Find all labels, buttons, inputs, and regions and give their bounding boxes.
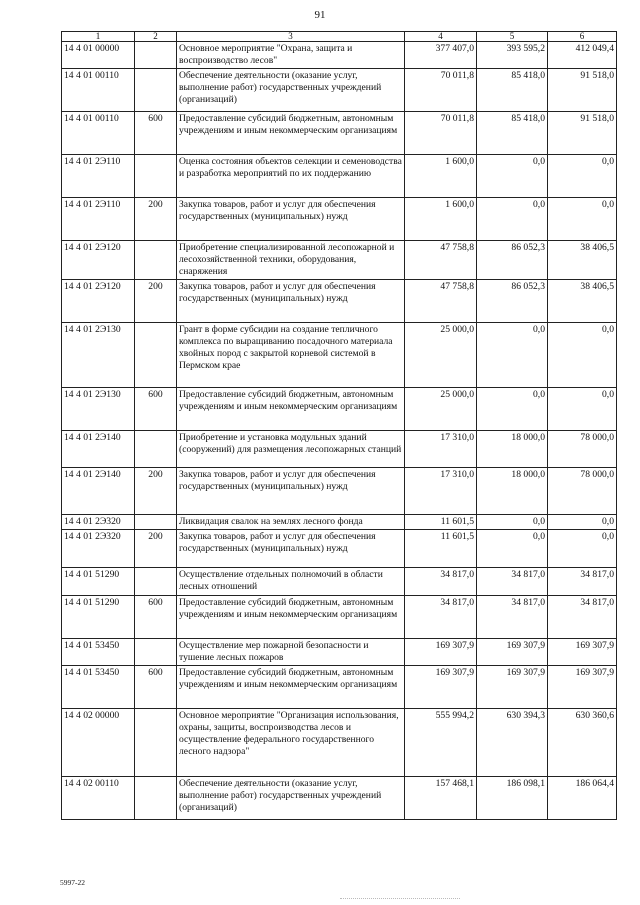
row-value-2022-cell: 25 000,0 — [405, 388, 477, 431]
row-name-cell: Основное мероприятие "Организация использования, охраны, защиты, воспроизводства лесов и осуществление федерального государственного лесного надзора" — [177, 709, 405, 777]
row-expense-type-cell: 600 — [135, 666, 177, 709]
row-value-2022-cell: 47 758,8 — [405, 280, 477, 323]
row-value-2022-cell: 157 468,1 — [405, 777, 477, 820]
row-expense-type-cell — [135, 515, 177, 530]
table-row — [62, 596, 617, 639]
row-value-2022-cell: 17 310,0 — [405, 431, 477, 468]
row-value-2023-cell: 0,0 — [477, 198, 548, 241]
row-name-cell: Закупка товаров, работ и услуг для обеспечения государственных (муниципальных) нужд — [177, 198, 405, 241]
row-value-2022-cell: 169 307,9 — [405, 639, 477, 666]
row-value-2023-cell: 393 595,2 — [477, 42, 548, 69]
row-value-2024-cell: 186 064,4 — [548, 777, 617, 820]
table-row — [62, 666, 617, 709]
row-expense-type-cell: 200 — [135, 198, 177, 241]
row-value-2022-cell: 1 600,0 — [405, 155, 477, 198]
row-name-cell: Грант в форме субсидии на создание тепличного комплекса по выращиванию посадочного материала хвойных пород с закрытой корневой системой в Пермском крае — [177, 323, 405, 388]
row-name-cell: Осуществление отдельных полномочий в области лесных отношений — [177, 568, 405, 596]
row-value-2024-cell: 169 307,9 — [548, 666, 617, 709]
row-expense-type-cell — [135, 639, 177, 666]
row-value-2022-cell: 25 000,0 — [405, 323, 477, 388]
page-number: 91 — [314, 9, 326, 21]
row-expense-type-cell — [135, 42, 177, 69]
row-expense-type-cell — [135, 69, 177, 112]
row-value-2024-cell: 0,0 — [548, 323, 617, 388]
row-name-cell: Закупка товаров, работ и услуг для обеспечения государственных (муниципальных) нужд — [177, 280, 405, 323]
row-value-2023-cell: 186 098,1 — [477, 777, 548, 820]
row-name-cell: Осуществление мер пожарной безопасности и тушение лесных пожаров — [177, 639, 405, 666]
row-value-2023-cell: 18 000,0 — [477, 431, 548, 468]
row-value-2024-cell: 78 000,0 — [548, 468, 617, 515]
row-value-2022-cell: 11 601,5 — [405, 530, 477, 568]
table-row — [62, 155, 617, 198]
row-name-cell: Основное мероприятие "Охрана, защита и воспроизводство лесов" — [177, 42, 405, 69]
row-code-cell: 14 4 01 2Э120 — [62, 241, 135, 280]
row-name-cell: Приобретение специализированной лесопожарной и лесохозяйственной техники, оборудования, снаряжения — [177, 241, 405, 280]
row-code-cell: 14 4 01 2Э120 — [62, 280, 135, 323]
row-name-cell: Предоставление субсидий бюджетным, автономным учреждениям и иным некоммерческим организациям — [177, 112, 405, 155]
row-code-cell: 14 4 02 00110 — [62, 777, 135, 820]
column-header: 4 — [405, 32, 477, 42]
row-code-cell: 14 4 01 51290 — [62, 596, 135, 639]
row-expense-type-cell — [135, 709, 177, 777]
table-row — [62, 468, 617, 515]
table-row — [62, 42, 617, 69]
row-value-2022-cell: 34 817,0 — [405, 596, 477, 639]
row-name-cell: Предоставление субсидий бюджетным, автономным учреждениям и иным некоммерческим организациям — [177, 388, 405, 431]
row-value-2024-cell: 169 307,9 — [548, 639, 617, 666]
row-value-2022-cell: 1 600,0 — [405, 198, 477, 241]
table-row — [62, 530, 617, 568]
table-row — [62, 777, 617, 820]
row-value-2024-cell: 91 518,0 — [548, 112, 617, 155]
row-code-cell: 14 4 02 00000 — [62, 709, 135, 777]
row-name-cell: Закупка товаров, работ и услуг для обеспечения государственных (муниципальных) нужд — [177, 468, 405, 515]
table-row — [62, 241, 617, 280]
row-code-cell: 14 4 01 2Э130 — [62, 323, 135, 388]
column-header: 6 — [548, 32, 617, 42]
row-value-2022-cell: 70 011,8 — [405, 112, 477, 155]
budget-table — [61, 31, 617, 820]
table-row — [62, 198, 617, 241]
row-code-cell: 14 4 01 53450 — [62, 666, 135, 709]
row-value-2024-cell: 38 406,5 — [548, 241, 617, 280]
row-name-cell: Предоставление субсидий бюджетным, автономным учреждениям и иным некоммерческим организациям — [177, 666, 405, 709]
row-name-cell: Оценка состояния объектов селекции и семеноводства и разработка мероприятий по их поддержанию — [177, 155, 405, 198]
row-expense-type-cell: 200 — [135, 280, 177, 323]
row-value-2024-cell: 0,0 — [548, 155, 617, 198]
row-value-2022-cell: 555 994,2 — [405, 709, 477, 777]
row-code-cell: 14 4 01 00110 — [62, 69, 135, 112]
row-value-2024-cell: 34 817,0 — [548, 568, 617, 596]
row-value-2022-cell: 11 601,5 — [405, 515, 477, 530]
row-value-2023-cell: 0,0 — [477, 323, 548, 388]
row-expense-type-cell: 200 — [135, 468, 177, 515]
row-value-2024-cell: 0,0 — [548, 198, 617, 241]
table-row — [62, 639, 617, 666]
row-expense-type-cell — [135, 155, 177, 198]
row-expense-type-cell — [135, 777, 177, 820]
row-value-2024-cell: 78 000,0 — [548, 431, 617, 468]
table-header-row — [62, 32, 617, 42]
row-code-cell: 14 4 01 2Э320 — [62, 530, 135, 568]
row-value-2024-cell: 91 518,0 — [548, 69, 617, 112]
row-value-2022-cell: 377 407,0 — [405, 42, 477, 69]
table-row — [62, 323, 617, 388]
row-value-2023-cell: 0,0 — [477, 515, 548, 530]
row-value-2023-cell: 0,0 — [477, 155, 548, 198]
row-value-2023-cell: 630 394,3 — [477, 709, 548, 777]
table-row — [62, 112, 617, 155]
row-code-cell: 14 4 01 51290 — [62, 568, 135, 596]
row-value-2023-cell: 86 052,3 — [477, 241, 548, 280]
row-name-cell: Закупка товаров, работ и услуг для обеспечения государственных (муниципальных) нужд — [177, 530, 405, 568]
row-value-2022-cell: 34 817,0 — [405, 568, 477, 596]
table-row — [62, 431, 617, 468]
table-row — [62, 709, 617, 777]
table-row — [62, 515, 617, 530]
row-value-2024-cell: 34 817,0 — [548, 596, 617, 639]
footer-doc-code: 5997-22 — [60, 878, 85, 887]
row-value-2022-cell: 17 310,0 — [405, 468, 477, 515]
row-value-2023-cell: 86 052,3 — [477, 280, 548, 323]
row-value-2024-cell: 38 406,5 — [548, 280, 617, 323]
row-code-cell: 14 4 01 2Э140 — [62, 468, 135, 515]
row-value-2024-cell: 412 049,4 — [548, 42, 617, 69]
row-value-2023-cell: 85 418,0 — [477, 112, 548, 155]
table-row — [62, 568, 617, 596]
row-name-cell: Предоставление субсидий бюджетным, автономным учреждениям и иным некоммерческим организациям — [177, 596, 405, 639]
row-expense-type-cell: 600 — [135, 112, 177, 155]
row-value-2023-cell: 169 307,9 — [477, 639, 548, 666]
row-code-cell: 14 4 01 2Э110 — [62, 198, 135, 241]
row-name-cell: Ликвидация свалок на землях лесного фонда — [177, 515, 405, 530]
column-header: 1 — [62, 32, 135, 42]
table-row — [62, 280, 617, 323]
row-expense-type-cell: 600 — [135, 388, 177, 431]
row-value-2024-cell: 0,0 — [548, 530, 617, 568]
row-value-2023-cell: 169 307,9 — [477, 666, 548, 709]
row-expense-type-cell — [135, 241, 177, 280]
row-value-2023-cell: 34 817,0 — [477, 596, 548, 639]
row-value-2024-cell: 0,0 — [548, 515, 617, 530]
row-expense-type-cell — [135, 323, 177, 388]
row-value-2023-cell: 85 418,0 — [477, 69, 548, 112]
row-value-2023-cell: 0,0 — [477, 388, 548, 431]
row-value-2022-cell: 70 011,8 — [405, 69, 477, 112]
row-expense-type-cell — [135, 431, 177, 468]
table-row — [62, 69, 617, 112]
row-expense-type-cell: 600 — [135, 596, 177, 639]
column-header: 5 — [477, 32, 548, 42]
row-code-cell: 14 4 01 53450 — [62, 639, 135, 666]
row-code-cell: 14 4 01 00000 — [62, 42, 135, 69]
row-value-2023-cell: 18 000,0 — [477, 468, 548, 515]
row-value-2022-cell: 169 307,9 — [405, 666, 477, 709]
row-name-cell: Обеспечение деятельности (оказание услуг, выполнение работ) государственных учреждений (организаций) — [177, 69, 405, 112]
row-value-2024-cell: 630 360,6 — [548, 709, 617, 777]
row-value-2022-cell: 47 758,8 — [405, 241, 477, 280]
row-value-2023-cell: 34 817,0 — [477, 568, 548, 596]
footer-scan-mark — [340, 898, 460, 901]
row-code-cell: 14 4 01 2Э320 — [62, 515, 135, 530]
row-value-2024-cell: 0,0 — [548, 388, 617, 431]
column-header: 3 — [177, 32, 405, 42]
row-code-cell: 14 4 01 00110 — [62, 112, 135, 155]
table-row — [62, 388, 617, 431]
row-expense-type-cell — [135, 568, 177, 596]
row-code-cell: 14 4 01 2Э110 — [62, 155, 135, 198]
row-value-2023-cell: 0,0 — [477, 530, 548, 568]
row-expense-type-cell: 200 — [135, 530, 177, 568]
column-header: 2 — [135, 32, 177, 42]
row-code-cell: 14 4 01 2Э130 — [62, 388, 135, 431]
row-code-cell: 14 4 01 2Э140 — [62, 431, 135, 468]
row-name-cell: Обеспечение деятельности (оказание услуг, выполнение работ) государственных учреждений (организаций) — [177, 777, 405, 820]
row-name-cell: Приобретение и установка модульных зданий (сооружений) для размещения лесопожарных станций — [177, 431, 405, 468]
